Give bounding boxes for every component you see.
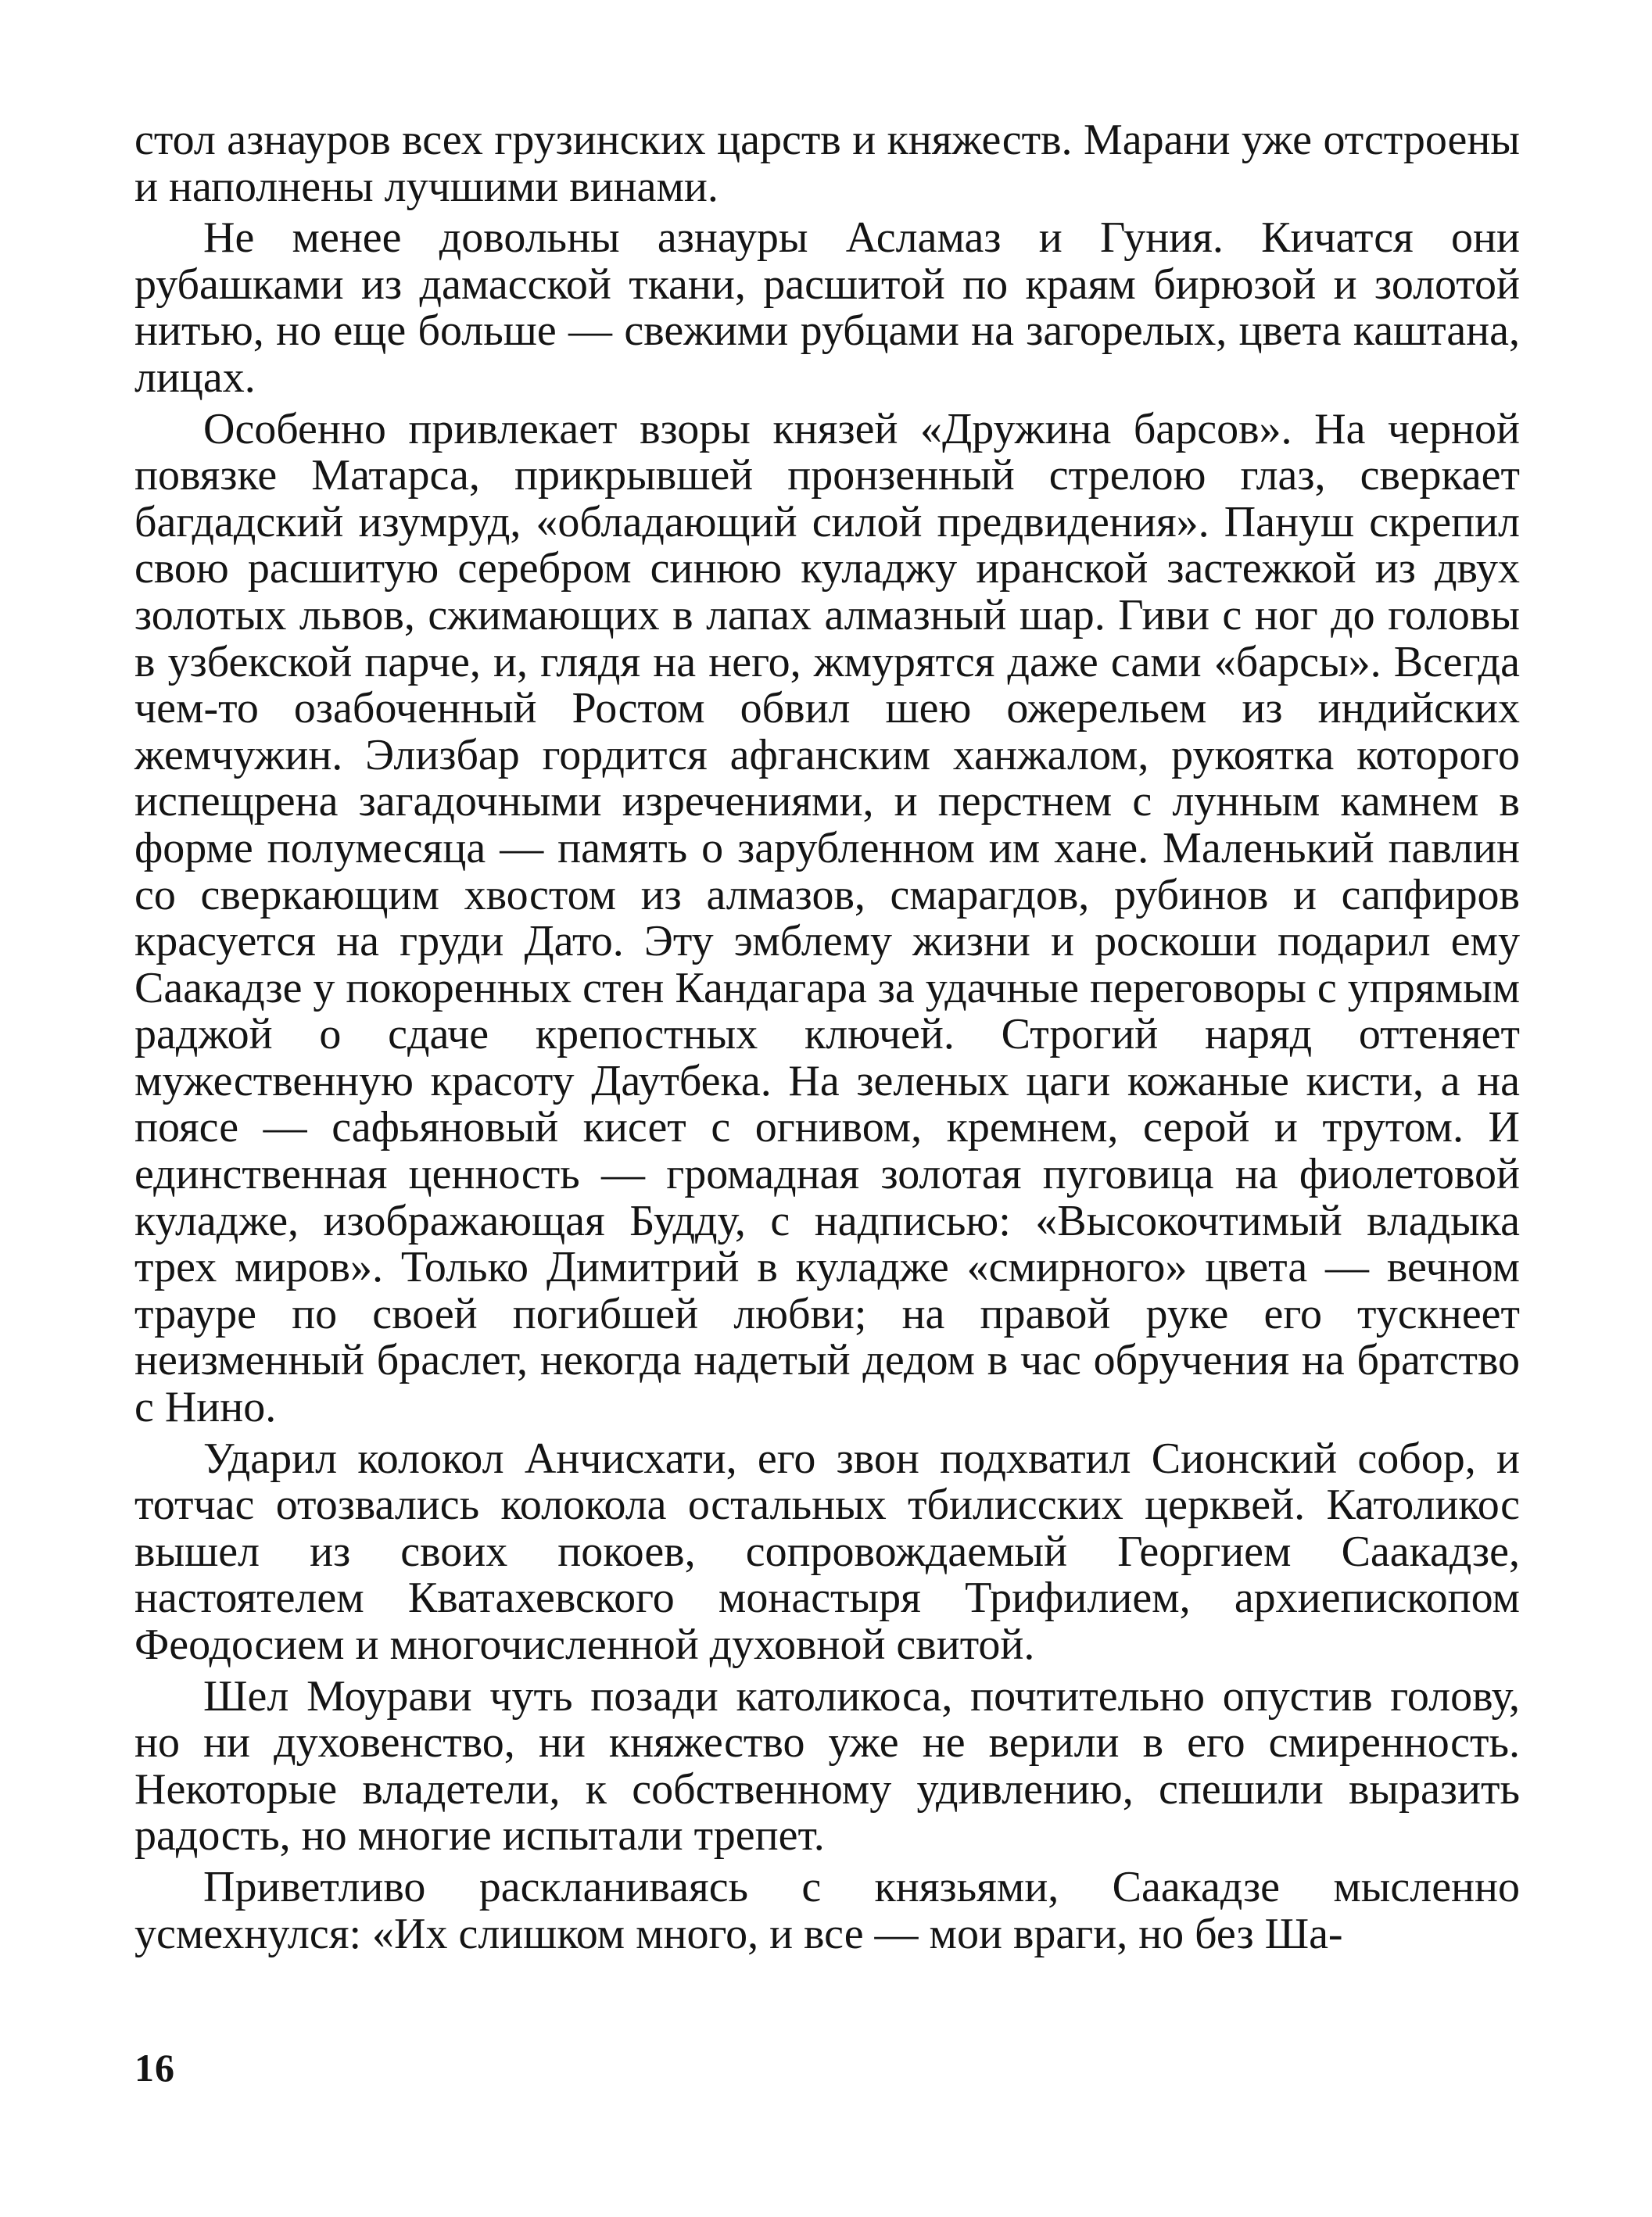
paragraph-3: Особенно привлекает взоры князей «Дружина барсов». На черной повязке Матарса, прикрывшей пронзенный стрелою глаз, сверкает багдадский изумруд, «обладающий силой предвидения». Пануш скрепил свою расшитую серебром синюю куладжу иранской застежкой из двух золотых львов, сжимающих в лапах алмазный шар. Гиви с ног до головы в узбекской парче, и, глядя на него, жмурятся даже сами «барсы». Всегда чем-то озабоченный Ростом обвил шею ожерельем из индийских жемчужин. Элизбар гордится афганским ханжалом, рукоятка которого испещрена загадочными изречениями, и перстнем с лунным камнем в форме полумесяца — память о зарубленном им хане. Маленький павлин со сверкающим хвостом из алмазов, смарагдов, рубинов и сапфиров красуется на груди Дато. Эту эмблему жизни и роскоши подарил ему Саакадзе у покоренных стен Кандагара за удачные переговоры с упрямым раджой о сдаче крепостных ключей. Строгий наряд оттеняет мужественную красоту Даутбека. На зеленых цаги кожаные кисти, а на поясе — сафьяновый кисет с огнивом, кремнем, серой и трутом. И единственная ценность — громадная золотая пуговица на фиолетовой куладже, изображающая Будду, с надписью: «Высокочтимый владыка трех миров». Только Димитрий в куладже «смирного» цвета — вечном трауре по своей погибшей любви; на правой руке его тускнеет неизменный браслет, некогда надетый дедом в час обручения на братство с Нино.: [134, 404, 1520, 1432]
paragraph-1: стол азнауров всех грузинских царств и княжеств. Марани уже отстроены и наполнены лучшими винами.: [134, 116, 1520, 211]
page-text: [134, 117, 1520, 1957]
paragraph-5: Шел Моурави чуть позади католикоса, почтительно опустив голову, но ни духовенство, ни княжество уже не верили в его смиренность. Некоторые владетели, к собственному удивлению, спешили выразить радость, но многие испытали трепет.: [134, 1671, 1520, 1861]
page-number: 16: [134, 2046, 175, 2090]
paragraph-4: Ударил колокол Анчисхати, его звон подхватил Сионский собор, и тотчас отозвались колокола остальных тбилисских церквей. Католикос вышел из своих покоев, сопровождаемый Георгием Саакадзе, настоятелем Кватахевского монастыря Трифилием, архиепископом Феодосием и многочисленной духовной свитой.: [134, 1434, 1520, 1669]
paragraph-2: Не менее довольны азнауры Асламаз и Гуния. Кичатся они рубашками из дамасской ткани, расшитой по краям бирюзой и золотой нитью, но еще больше — свежими рубцами на загорелых, цвета каштана, лицах.: [134, 213, 1520, 402]
book-page: [134, 117, 1520, 2119]
paragraph-6: Приветливо раскланиваясь с князьями, Саакадзе мысленно усмехнулся: «Их слишком много, и все — мои враги, но без Ша-: [134, 1862, 1520, 1958]
